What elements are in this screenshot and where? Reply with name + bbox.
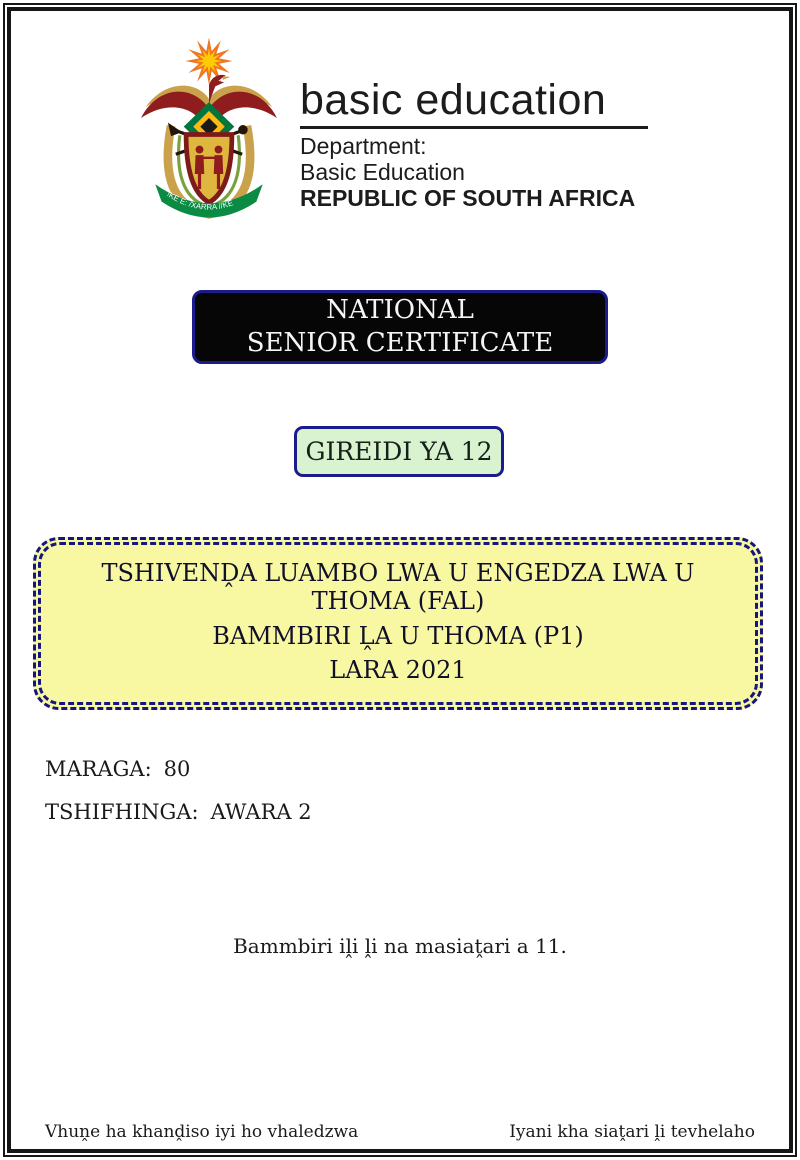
motto-text: !KE E: /XARRA //KE [165,189,235,212]
grade-text: GIREIDI YA 12 [305,437,493,466]
marks-line [45,757,190,781]
footer-copyright-note: Vhuṋe ha khanḓiso iyi ho vhaledzwa [45,1122,359,1142]
certificate-line-2: SENIOR CERTIFICATE [246,328,554,358]
subject-title: TSHIVENḒA LUAMBO LWA U ENGEDZA LWA U THOMA (FAL) [101,559,695,615]
paper-title: BAMMBIRI ḼA U THOMA (P1) [212,621,584,650]
subject-panel-inner [38,542,758,705]
department-block [300,133,635,211]
pages-note: Bammbiri iḽi ḽi na masiaṱari a 11. [233,934,567,958]
certificate-banner [192,290,608,364]
exam-session: LARA 2021 [329,656,467,684]
grade-badge [294,426,504,477]
page-outer-border [3,3,797,1157]
duration-line [45,800,312,824]
subject-panel [33,537,763,710]
shield-icon [186,135,232,203]
marks-label: MARAGA: [45,757,152,781]
wordmark-underline [300,126,648,129]
duration-value: AWARA 2 [210,800,312,824]
certificate-line-1: NATIONAL [326,295,474,325]
department-name: Basic Education [300,159,465,185]
country-name: REPUBLIC OF SOUTH AFRICA [300,185,636,211]
department-label: Department: [300,133,427,159]
coat-of-arms-logo [130,34,288,224]
footer-turn-over-note: Iyani kha siaṱari ḽi tevhelaho [509,1122,755,1142]
wordmark: basic education [300,76,607,124]
duration-label: TSHIFHINGA: [45,800,199,824]
page-inner-border [7,7,793,1153]
marks-value: 80 [163,757,191,781]
